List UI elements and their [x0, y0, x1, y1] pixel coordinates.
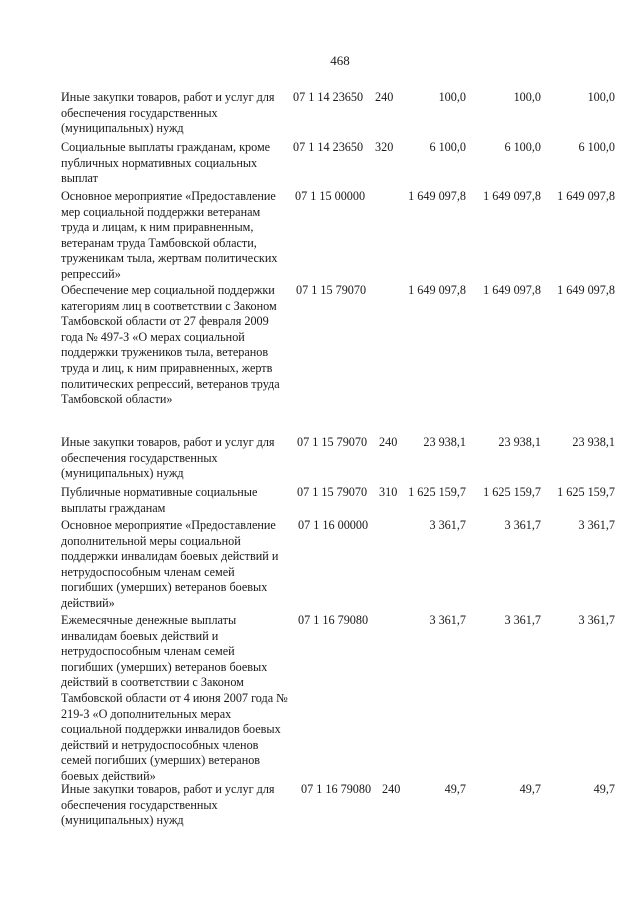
row-value-3: 49,7 [593, 782, 615, 796]
row-name: Социальные выплаты гражданам, кроме публичных нормативных социальных выплат [61, 140, 271, 186]
row-value-3: 1 649 097,8 [557, 189, 615, 203]
row-value-3: 100,0 [587, 90, 615, 104]
row-name: Обеспечение мер социальной поддержки категориям лиц в соответствии с Законом Тамбовской области от 27 февраля 2009 года № 497-З «О мерах социальной поддержки тружеников тыла, ветеранов труда и лиц, к ним приравненных, жертв политических репрессий, ветеранов труда Тамбовской области» [61, 283, 280, 407]
row-value-2: 23 938,1 [498, 435, 541, 449]
row-name: Основное мероприятие «Предоставление дополнительной меры социальной поддержки инвалидам боевых действий и нетрудоспособным членам семей погибших (умерших) ветеранов боевых действий» [61, 518, 279, 610]
row-value-2: 3 361,7 [504, 518, 541, 532]
row-value-2: 3 361,7 [504, 613, 541, 627]
row-value-1: 3 361,7 [429, 518, 466, 532]
row-code: 07 1 14 23650 [293, 140, 364, 154]
row-name: Иные закупки товаров, работ и услуг для обеспечения государственных (муниципальных) нужд [61, 782, 275, 828]
row-value-3: 23 938,1 [572, 435, 615, 449]
row-value-1: 1 649 097,8 [408, 189, 466, 203]
row-value-3: 1 649 097,8 [557, 283, 615, 297]
row-kind: 240 [375, 90, 394, 104]
row-code: 07 1 14 23650 [293, 90, 364, 104]
row-code: 07 1 16 79080 [298, 613, 369, 627]
row-value-1: 49,7 [444, 782, 466, 796]
row-code: 07 1 16 79080 [301, 782, 372, 796]
page-number: 468 [330, 53, 350, 68]
row-value-2: 6 100,0 [504, 140, 541, 154]
row-value-1: 6 100,0 [429, 140, 466, 154]
row-value-3: 3 361,7 [578, 518, 615, 532]
row-value-1: 1 649 097,8 [408, 283, 466, 297]
row-name: Публичные нормативные социальные выплаты гражданам [61, 485, 258, 515]
row-code: 07 1 15 00000 [295, 189, 366, 203]
row-value-3: 3 361,7 [578, 613, 615, 627]
row-name: Ежемесячные денежные выплаты инвалидам боевых действий и нетрудоспособным членам семей погибших (умерших) ветеранов боевых действий в соответствии с Законом Тамбовской области от 4 июня 2007 года № 219-З «О дополнительных мерах социальной поддержки инвалидов боевых действий и нетрудоспособных членов семей погибших (умерших) ветеранов боевых действий» [61, 613, 288, 783]
row-code: 07 1 15 79070 [297, 485, 368, 499]
row-value-2: 1 625 159,7 [483, 485, 541, 499]
row-value-1: 23 938,1 [423, 435, 466, 449]
row-value-3: 6 100,0 [578, 140, 615, 154]
row-value-1: 3 361,7 [429, 613, 466, 627]
row-code: 07 1 15 79070 [297, 435, 368, 449]
row-name: Основное мероприятие «Предоставление мер социальной поддержки ветеранам труда и лицам, к ним приравненным, ветеранам труда Тамбовской области, труженикам тыла, жертвам политических репрессий» [61, 189, 278, 281]
row-kind: 240 [382, 782, 401, 796]
row-value-2: 49,7 [519, 782, 541, 796]
row-value-2: 1 649 097,8 [483, 283, 541, 297]
row-value-1: 1 625 159,7 [408, 485, 466, 499]
row-value-3: 1 625 159,7 [557, 485, 615, 499]
row-kind: 310 [379, 485, 398, 499]
row-name: Иные закупки товаров, работ и услуг для обеспечения государственных (муниципальных) нужд [61, 90, 275, 136]
row-code: 07 1 16 00000 [298, 518, 369, 532]
row-value-2: 100,0 [513, 90, 541, 104]
row-code: 07 1 15 79070 [296, 283, 367, 297]
row-value-1: 100,0 [438, 90, 466, 104]
row-kind: 320 [375, 140, 394, 154]
row-name: Иные закупки товаров, работ и услуг для обеспечения государственных (муниципальных) нужд [61, 435, 275, 481]
row-value-2: 1 649 097,8 [483, 189, 541, 203]
row-kind: 240 [379, 435, 398, 449]
